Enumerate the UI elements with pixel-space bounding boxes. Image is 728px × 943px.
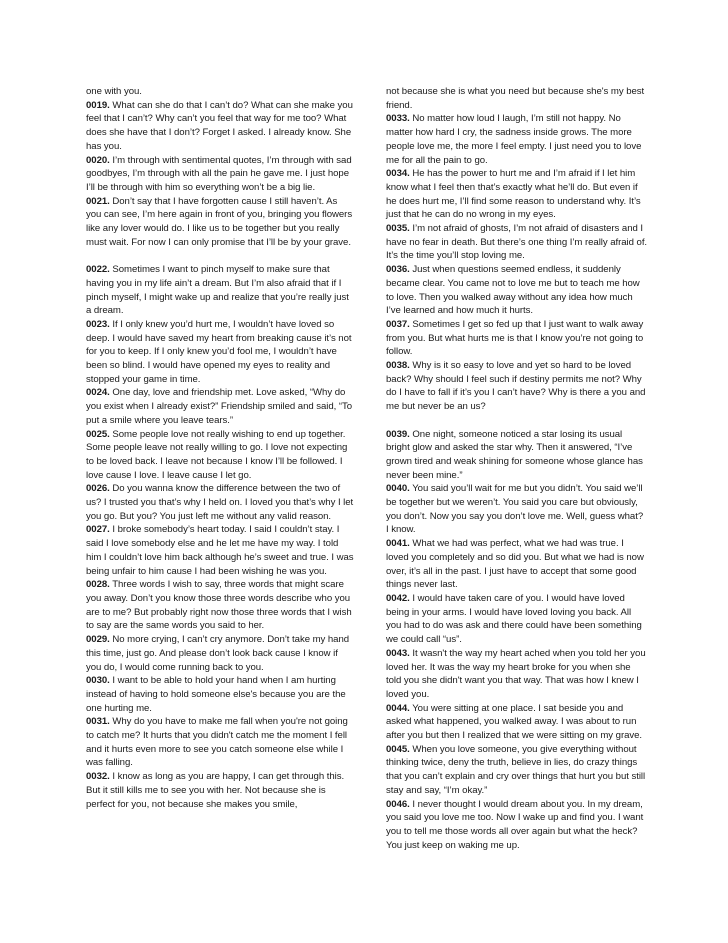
- quote-text: No matter how loud I laugh, I’m still not happy. No matter how hard I cry, the sadness inside grows. The more people love me, the more I feel empty. I just need you to love me for all the pain to go.: [386, 113, 642, 166]
- quote-text: I would have taken care of you. I would have loved being in your arms. I would have loved loving you back. All you had to do was ask and there could have been something we could call “us”.: [386, 593, 642, 646]
- quote-text: Why is it so easy to love and yet so hard to be loved back? Why should I feel such if destiny permits me not? Why do I have to fall if it’s you I can’t have? Why is there a you and me but never be an us?: [386, 360, 646, 413]
- quote-text: If I only knew you’d hurt me, I wouldn’t have loved so deep. I would have saved my heart from breaking cause it’s not for you to keep. If I only knew you’d fool me, I wouldn’t have been so blind. I would have opened my eyes to reality and stopped your game in time.: [86, 318, 352, 385]
- quote-paragraph: [386, 592, 648, 647]
- quote-text: I know as long as you are happy, I can get through this. But it still kills me to see you with her. Not because she is perfect for you, not because she makes you smile,: [86, 771, 345, 810]
- quote-paragraph: [386, 428, 648, 483]
- quote-number: 0035.: [386, 223, 410, 235]
- quote-text: It wasn't the way my heart ached when you told her you loved her. It was the way my heart broke for you when she told you she didn't want you that way. That was how I knew I loved you.: [386, 647, 646, 700]
- quote-paragraph: [86, 99, 354, 154]
- quote-paragraph: [386, 743, 648, 798]
- quote-number: 0030.: [86, 675, 110, 687]
- quote-paragraph: [86, 85, 354, 99]
- quote-number: 0021.: [86, 195, 110, 207]
- quote-paragraph: [86, 318, 354, 387]
- quote-number: 0031.: [86, 716, 110, 728]
- quote-text: No more crying, I can’t cry anymore. Don’t take my hand this time, just go. And please don’t look back cause I know if you do, I would come running back to you.: [86, 634, 350, 673]
- quote-paragraph: [86, 770, 354, 811]
- quote-paragraph: [386, 647, 648, 702]
- quote-text: not because she is what you need but because she's my best friend.: [386, 86, 645, 111]
- quote-paragraph: [86, 715, 354, 770]
- quote-number: 0028.: [86, 579, 110, 591]
- quote-text: I never thought I would dream about you. In my dream, you said you love me too. Now I wake up and find you. I want you to tell me those words all over again but what the heck? You just keep on waking me up.: [386, 798, 644, 851]
- quote-number: 0038.: [386, 360, 410, 372]
- quote-text: One night, someone noticed a star losing its usual bright glow and asked the star why. Then it answered, “I’ve grown tired and weak shining for someone whose glance has never been mine.”: [386, 428, 643, 481]
- quote-text: I’m through with sentimental quotes, I’m through with sad goodbyes, I’m through with all the pain he gave me. I just hope I’ll be through with him so everything won’t be a big lie.: [86, 154, 352, 193]
- quote-number: 0045.: [386, 743, 410, 755]
- quote-text: Three words I wish to say, three words that might scare you away. Don’t you know those three words describe who you are to me? But probably right now those three words that I wish to say are the same words you said to her.: [86, 579, 352, 632]
- quote-text: I broke somebody’s heart today. I said I couldn’t stay. I said I love somebody else and he let me have my way. I told him I couldn’t love him back although he’s sweet and true. I was being unfair to him cause I had been wishing he was you.: [86, 524, 354, 577]
- left-column: [86, 85, 354, 811]
- quote-number: 0042.: [386, 593, 410, 604]
- quote-number: 0019.: [86, 99, 110, 111]
- quote-number: 0024.: [86, 387, 110, 399]
- quote-paragraph: [86, 386, 354, 427]
- quote-text: He has the power to hurt me and I’m afraid if I let him know what I feel then that’s exactly what he’ll do. But even if he does hurt me, I’ll find some reason to understand why. It’s just that he can do no wrong in my eyes.: [386, 168, 641, 221]
- quote-paragraph: [86, 523, 354, 578]
- quote-text: What we had was perfect, what we had was true. I loved you completely and so did you. But what we had is now over, it’s all in the past. I just have to accept that some good things never last.: [386, 538, 644, 591]
- quote-number: 0032.: [86, 771, 110, 783]
- quote-text: Some people love not really wishing to end up together. Some people leave not really willing to go. I love not expecting to be loved back. I leave not because I know I’ll be followed. I love cause I love. I leave cause I let go.: [86, 428, 348, 481]
- quote-paragraph: [86, 674, 354, 715]
- quote-paragraph: [386, 798, 648, 853]
- quote-number: 0026.: [86, 483, 110, 495]
- quote-number: 0037.: [386, 318, 410, 330]
- quote-text: What can she do that I can’t do? What can she make you feel that I can’t? Why can’t you feel that way for me too? What does she have that I don’t? Forget I asked. I already know. She has you.: [86, 99, 353, 152]
- quote-text: Don’t say that I have forgotten cause I still haven’t. As you can see, I’m here again in front of you, bringing you flowers like any lover would do. I like us to be together but you really must wait. For now I can only promise that I’ll be by your grave.: [86, 195, 353, 248]
- quote-paragraph: [386, 318, 648, 359]
- quote-paragraph: [386, 359, 648, 414]
- quote-paragraph: [86, 428, 354, 483]
- quote-text: Just when questions seemed endless, it suddenly became clear. You came not to love me but to teach me how to love. Then you walked away without any idea how much I’ve learned and how much it hurts.: [386, 264, 640, 317]
- quote-text: Sometimes I get so fed up that I just want to walk away from you. But what hurts me is that I know you’re not going to follow.: [386, 318, 644, 358]
- quote-paragraph: [386, 222, 648, 263]
- quote-text: One day, love and friendship met. Love asked, “Why do you exist when I already exist?” Friendship smiled and said, “To put a smile where you leave tears.”: [86, 387, 353, 426]
- quote-paragraph: [386, 263, 648, 318]
- quote-number: 0023.: [86, 318, 110, 330]
- quote-number: 0046.: [386, 798, 410, 810]
- quote-paragraph: [386, 537, 648, 592]
- quote-text: You were sitting at one place. I sat beside you and asked what happened, you walked away. I was about to run after you but then I realized that we were sitting on my grave.: [386, 702, 643, 742]
- quote-number: 0041.: [386, 538, 410, 550]
- quote-text: You said you’ll wait for me but you didn’t. You said we’ll be together but we weren’t. You said you care but obviously, you don’t. Now you say you don’t love me. Well, guess what? I know.: [386, 483, 644, 536]
- quote-paragraph: [86, 195, 354, 250]
- quote-number: 0043.: [386, 647, 410, 659]
- quote-paragraph: [386, 167, 648, 222]
- quote-paragraph: [86, 263, 354, 318]
- quote-number: 0034.: [386, 168, 410, 180]
- quote-number: 0033.: [386, 113, 410, 125]
- quote-text: Do you wanna know the difference between the two of us? I trusted you that’s why I held on. I loved you that’s why I let you go. But you? You just left me without any valid reason.: [86, 483, 354, 522]
- quote-paragraph: [386, 112, 648, 167]
- quote-paragraph: [386, 702, 648, 743]
- quote-number: 0020.: [86, 154, 110, 166]
- quote-number: 0036.: [386, 264, 410, 276]
- quote-paragraph: [86, 578, 354, 633]
- quote-paragraph: [386, 85, 648, 112]
- quote-text: When you love someone, you give everything without thinking twice, deny the truth, believe in lies, do crazy things that you can’t explain and cry over things that hurt you but still stay and say, “I’m okay.”: [386, 743, 646, 796]
- quote-text: I’m not afraid of ghosts, I’m not afraid of disasters and I have no fear in death. But there’s one thing I’m really afraid of. It’s the time you’ll stop loving me.: [386, 223, 648, 262]
- right-column: [386, 85, 648, 852]
- quote-paragraph: [386, 482, 648, 537]
- quote-number: 0040.: [386, 483, 410, 495]
- quote-text: one with you.: [86, 86, 142, 97]
- quote-number: 0027.: [86, 524, 110, 536]
- quote-text: Why do you have to make me fall when you're not going to catch me? It hurts that you didn't catch me the moment I fell and it hurts even more to see you catch someone else while I was falling.: [86, 716, 348, 769]
- quote-paragraph: [86, 482, 354, 523]
- quote-number: 0044.: [386, 702, 410, 714]
- quote-paragraph: [86, 154, 354, 195]
- quote-number: 0029.: [86, 634, 110, 646]
- quote-text: I want to be able to hold your hand when I am hurting instead of having to hold someone else's because you are the one hurting me.: [86, 675, 346, 714]
- quote-number: 0022.: [86, 264, 110, 276]
- quote-paragraph: [86, 633, 354, 674]
- quote-number: 0025.: [86, 428, 110, 440]
- quote-number: 0039.: [386, 428, 410, 440]
- quote-text: Sometimes I want to pinch myself to make sure that having you in my life ain’t a dream. But I’m also afraid that if I pinch myself, I might wake up and realize that you’re really just a dream.: [86, 264, 349, 317]
